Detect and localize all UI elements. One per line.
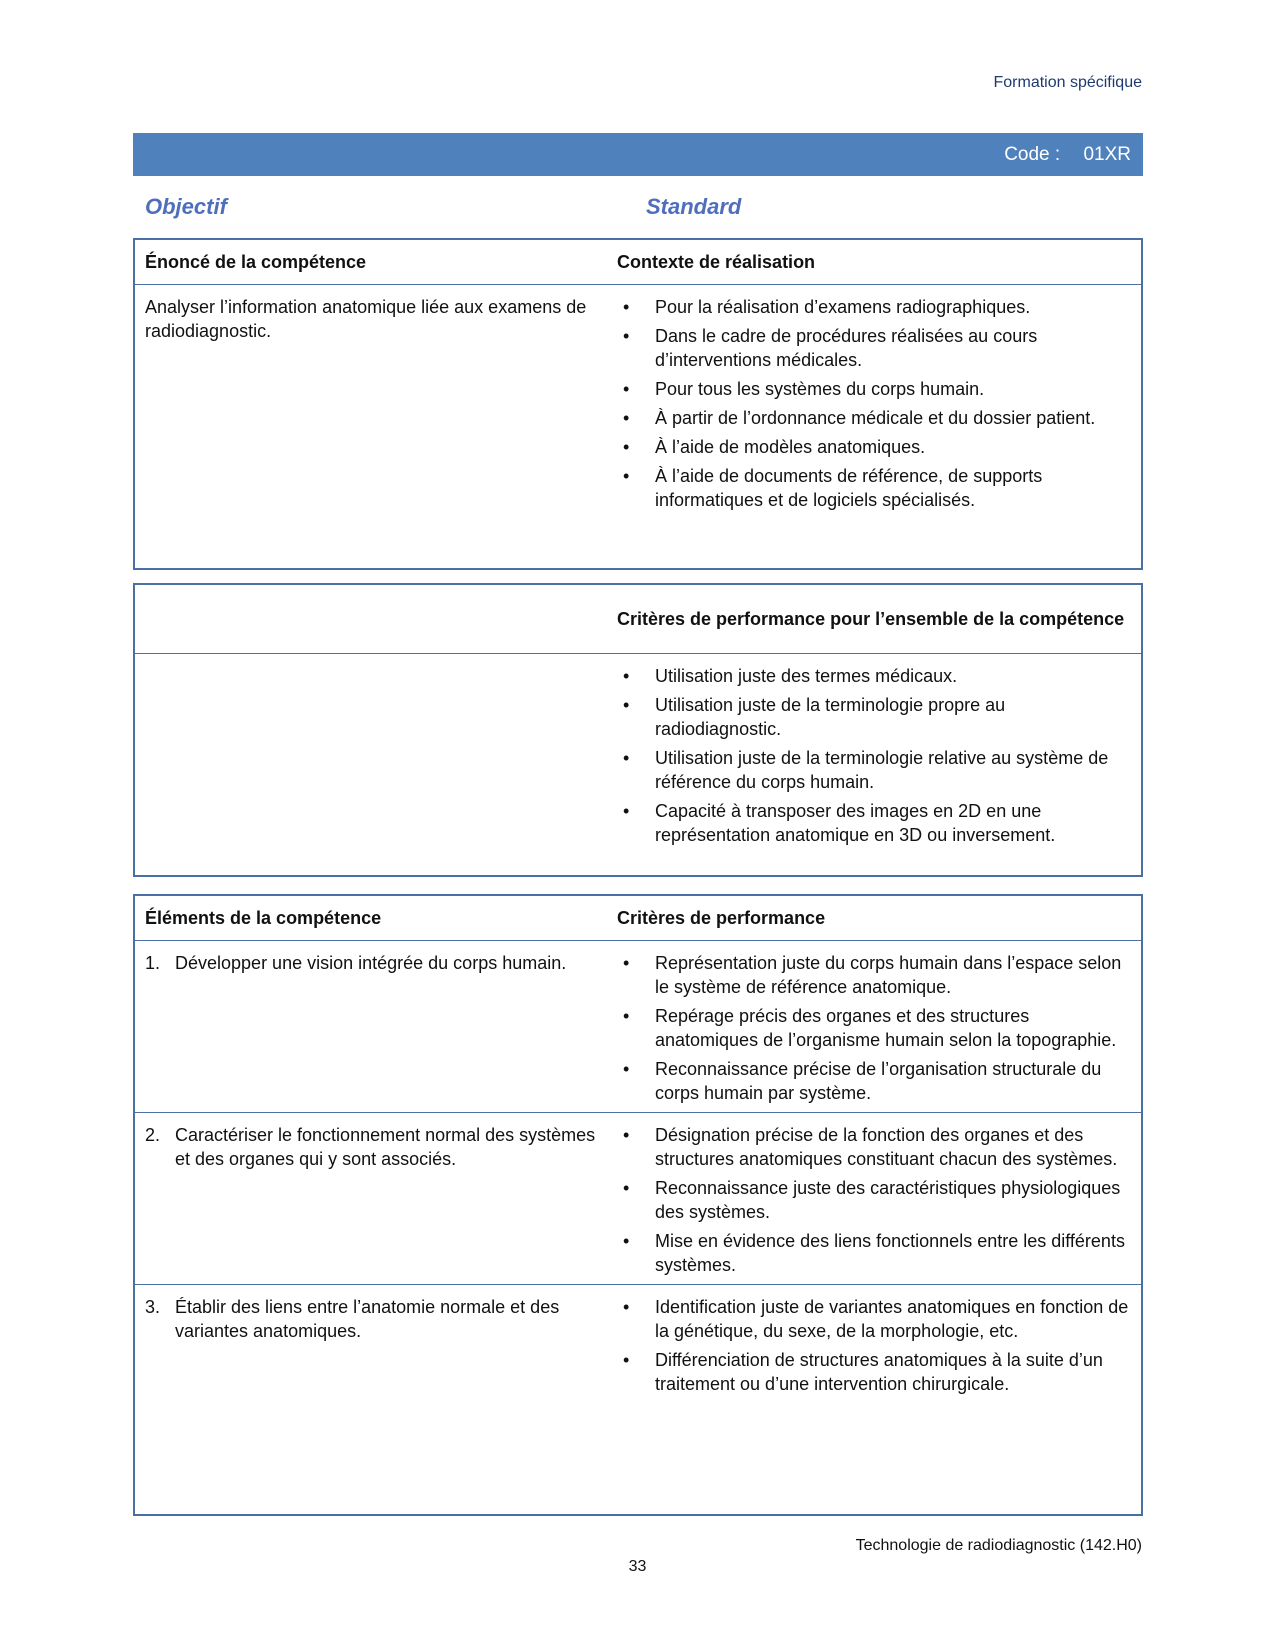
element-criteria-list <box>617 951 1131 1105</box>
element-row-3 <box>135 1285 1141 1401</box>
element-number: 1. <box>145 953 161 973</box>
criterion-item: • Représentation juste du corps humain dans l’espace selon le système de référence anatomique. <box>617 951 1131 999</box>
overall-criteria-list <box>617 664 1131 847</box>
context-item: • À l’aide de documents de référence, de supports informatiques et de logiciels spécialisés. <box>617 464 1131 512</box>
criterion-item: • Capacité à transposer des images en 2D en une représentation anatomique en 3D ou inversement. <box>617 799 1131 847</box>
context-item: • Pour la réalisation d’examens radiographiques. <box>617 295 1131 319</box>
criterion-item: • Différenciation de structures anatomiques à la suite d’un traitement ou d’une intervention chirurgicale. <box>617 1348 1131 1396</box>
element-criteria-list <box>617 1295 1131 1396</box>
element-number: 3. <box>145 1297 161 1317</box>
competence-table-header <box>135 240 1141 285</box>
element-item <box>145 1123 607 1171</box>
standard-heading: Standard <box>646 194 742 219</box>
element-criteria-cell <box>617 1123 1141 1282</box>
competence-statement: Analyser l’information anatomique liée aux examens de radiodiagnostic. <box>145 297 587 341</box>
context-item: • Pour tous les systèmes du corps humain. <box>617 377 1131 401</box>
elements-table-header <box>135 896 1141 941</box>
context-item: • Dans le cadre de procédures réalisées au cours d’interventions médicales. <box>617 324 1131 372</box>
element-text: Établir des liens entre l’anatomie normale et des variantes anatomiques. <box>175 1297 560 1341</box>
element-cell <box>135 1295 617 1401</box>
criterion-item: • Utilisation juste des termes médicaux. <box>617 664 1131 688</box>
empty-body-cell <box>135 664 617 852</box>
objectif-heading: Objectif <box>145 194 227 219</box>
elements-header: Éléments de la compétence <box>145 908 382 928</box>
element-cell <box>135 951 617 1110</box>
code-label: Code : <box>1004 144 1061 165</box>
element-text: Développer une vision intégrée du corps humain. <box>175 953 567 973</box>
context-column <box>617 295 1141 517</box>
criterion-item: • Reconnaissance juste des caractéristiques physiologiques des systèmes. <box>617 1176 1131 1224</box>
overall-criteria-column <box>617 664 1141 852</box>
code-label-group <box>1004 144 1131 166</box>
footer-document-title: Technologie de radiodiagnostic (142.H0) <box>855 1537 1142 1554</box>
overall-criteria-header <box>135 585 1141 654</box>
element-criteria-cell <box>617 951 1141 1110</box>
element-criteria-list <box>617 1123 1131 1277</box>
element-item <box>145 1295 607 1343</box>
criterion-item: • Mise en évidence des liens fonctionnels entre les différents systèmes. <box>617 1229 1131 1277</box>
criterion-item: • Repérage précis des organes et des structures anatomiques de l’organisme humain selon la topographie. <box>617 1004 1131 1052</box>
criterion-item: • Reconnaissance précise de l’organisation structurale du corps humain par système. <box>617 1057 1131 1105</box>
page-number: 33 <box>628 1558 647 1575</box>
element-row-2 <box>135 1113 1141 1285</box>
context-header: Contexte de réalisation <box>617 252 816 272</box>
context-item: • À partir de l’ordonnance médicale et du dossier patient. <box>617 406 1131 430</box>
criterion-item: • Identification juste de variantes anatomiques en fonction de la génétique, du sexe, de la morphologie, etc. <box>617 1295 1131 1343</box>
overall-criteria-title: Critères de performance pour l’ensemble de la compétence <box>617 609 1125 629</box>
competence-table <box>133 238 1143 570</box>
context-list <box>617 295 1131 512</box>
running-header: Formation spécifique <box>993 74 1142 91</box>
overall-criteria-table <box>133 583 1143 877</box>
element-item <box>145 951 607 975</box>
elements-table <box>133 894 1143 1516</box>
criterion-item: • Utilisation juste de la terminologie propre au radiodiagnostic. <box>617 693 1131 741</box>
statement-header: Énoncé de la compétence <box>145 252 367 272</box>
element-cell <box>135 1123 617 1282</box>
performance-header: Critères de performance <box>617 908 826 928</box>
element-row-1 <box>135 941 1141 1113</box>
overall-criteria-body <box>135 654 1141 852</box>
criterion-item: • Utilisation juste de la terminologie relative au système de référence du corps humain. <box>617 746 1131 794</box>
element-text: Caractériser le fonctionnement normal des systèmes et des organes qui y sont associés. <box>175 1125 596 1169</box>
criterion-item: • Désignation précise de la fonction des organes et des structures anatomiques constituant chacun des systèmes. <box>617 1123 1131 1171</box>
competence-table-body <box>135 285 1141 517</box>
element-criteria-cell <box>617 1295 1141 1401</box>
element-number: 2. <box>145 1125 161 1145</box>
code-value: 01XR <box>1083 144 1131 165</box>
context-item: • À l’aide de modèles anatomiques. <box>617 435 1131 459</box>
code-band <box>133 133 1143 176</box>
